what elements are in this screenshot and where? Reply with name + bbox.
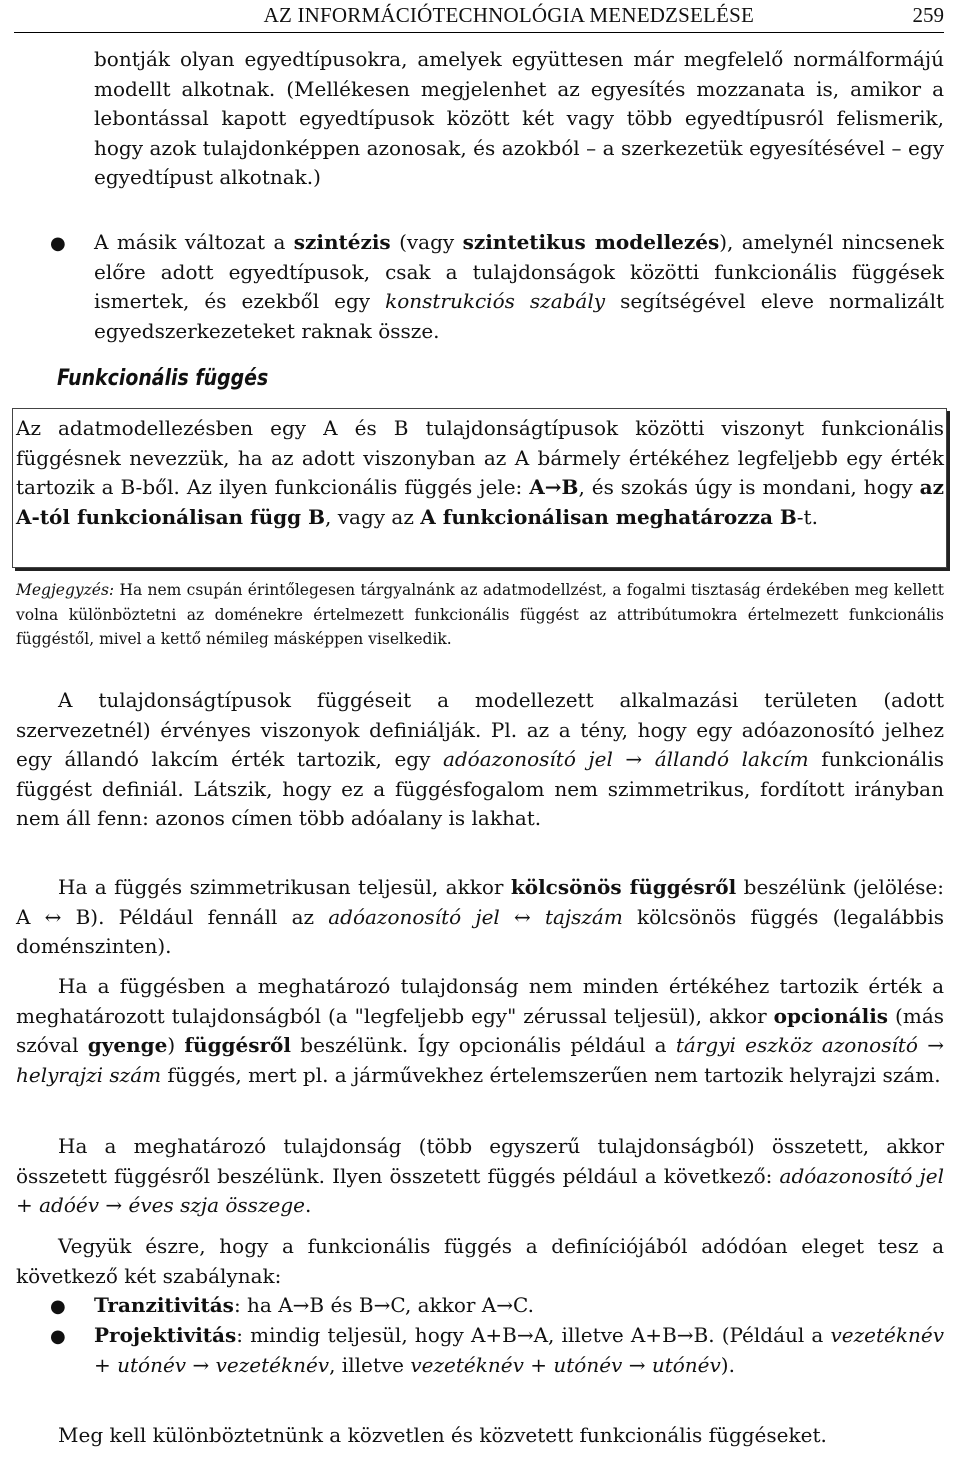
list-item-synthesis: A másik változat a szintézis (vagy szintetikus modellezés), amelynél nincsenek előre adott egyedtípusok, csak a tulajdonságok közötti funkcionális függések ismertek, és ezekből egy konstrukciós szabály segítségével eleve normalizált egyedszerkezeteket raknak össze. [94,230,944,343]
notation-a-to-b: A→B [529,475,579,499]
example-adoazonosito-tajszam: adóazonosító jel ↔ tajszám [328,904,623,929]
term-fuggesrol: függésről [184,1033,291,1057]
phrase-determines: A funkcionálisan meghatározza B [420,504,797,529]
example-adoazonosito: adóazonosító jel [779,1163,944,1188]
note-label: Megjegyzés: [16,581,115,599]
example-eszkoz-helyrajzi: tárgyi eszköz azonosító → helyrajzi szám [16,1033,944,1087]
example-adoazonosito-lakcim: adóazonosító jel → állandó lakcím [442,747,809,771]
definition-text: Az adatmodellezésben egy A és B tulajdonságtípusok közötti viszonyt funkcionális függésnek nevezzük, ha az adott viszonyban az A bármely értékéhez legfeljebb egy érték tartozik a B-ből. Az ilyen funkcionális függés jele: A→B, és szokás úgy is mondani, hogy az A-tól funkcionálisan függ B, vagy az A funkcionálisan meghatározza B-t. [16,416,944,529]
example-utonev-utonev: utónév → utónév [553,1352,721,1377]
term-opcionalis: opcionális [773,1003,889,1028]
example-vezeteknev: vezetéknév [830,1323,944,1347]
term-konstrukcios-szabaly: konstrukciós szabály [385,289,606,313]
running-header [14,2,944,33]
paragraph-direct-indirect: Meg kell különböztetnünk a közvetlen és közvetett funkcionális függéseket. [58,1423,827,1447]
list-item-continuation: bontják olyan egyedtípusokra, amelyek együttesen már megfelelő normálformájú modellt alkotnak. (Mellékesen megjelenhet az egyesítés mozzanata is, amikor a lebontással kapott egyedtípusok között két vagy több egyedtípusról felismerik, hogy azok tulajdonképpen azonosak, és azokból – a szerkezetük egyesítésével – egy egyedtípust alkotnak.) [94,47,944,189]
section-heading: Funkcionális függés [57,366,269,391]
paragraph-mutual-dependency: Ha a függés szimmetrikusan teljesül, akkor kölcsönös függésről beszélünk (jelölése: A ↔ B). Például fennáll az adóazonosító jel ↔ tajszám kölcsönös függés (legalábbis doménszinten). [16,875,944,958]
term-kolcsonos-fugges: kölcsönös függésről [510,875,737,899]
term-gyenge: gyenge [87,1033,168,1057]
phrase-depends: az A-tól funkcionálisan függ B [16,475,944,529]
note-paragraph: Megjegyzés: Ha nem csupán érintőlegesen tárgyalnánk az adatmodellzést, a fogalmi tisztaság érdekében meg kellett volna különböztetni az doménekre értelmezett funkcionális függést az attribútumokra értelmezett funkcionális függéstől, mivel a kettő némileg másképpen viselkedik. [16,581,944,648]
term-szintezis: szintézis [293,230,391,254]
bullet-marker: ● [50,1326,66,1347]
page-number: 259 [912,3,944,27]
term-szintetikus-modellezes: szintetikus modellezés [462,230,720,254]
example-adoev-szja: adóév → éves szja összege [39,1193,305,1217]
example-vezeteknev-2: vezetéknév [410,1352,524,1377]
rule-transitivity: Tranzitivitás: ha A→B és B→C, akkor A→C. [94,1293,534,1317]
paragraph-dependencies: A tulajdonságtípusok függéseit a modellezett alkalmazási területen (adott szervezetnél) érvényes viszonyok definiálják. Pl. az a tény, hogy egy adóazonosító jelhez egy állandó lakcím érték tartozik, egy adóazonosító jel → állandó lakcím funkcionális függést definiál. Látszik, hogy ez a függésfogalom nem szimmetrikus, fordított irányban nem áll fenn: azonos címen több adóalany is lakhat. [16,688,944,830]
paragraph-optional-dependency: Ha a függésben a meghatározó tulajdonság nem minden értékéhez tartozik érték a meghatározott tulajdonságból (a "legfeljebb egy" zérussal teljesül), akkor opcionális (más szóval gyenge) függésről beszélünk. Így opcionális például a tárgyi eszköz azonosító → helyrajzi szám függés, mert pl. a járművekhez értelemszerűen nem tartozik helyrajzi szám. [16,974,945,1087]
bullet-marker: ● [50,1296,66,1317]
paragraph-composite-dependency: Ha a meghatározó tulajdonság (több egyszerű tulajdonságból) összetett, akkor összetett függésről beszélünk. Ilyen összetett függés például a következő: adóazonosító jel + adóév → éves szja összege. [16,1134,944,1217]
bullet-marker: ● [50,233,66,254]
example-utonev-vezeteknev: utónév → vezetéknév [117,1352,330,1377]
term-projektivitas: Projektivitás [94,1323,237,1347]
term-tranzitivitas: Tranzitivitás [94,1293,234,1317]
paragraph-rules-intro: Vegyük észre, hogy a funkcionális függés a definíciójából adódóan eleget tesz a következő két szabálynak: [16,1234,944,1288]
header-title: AZ INFORMÁCIÓTECHNOLÓGIA MENEDZSELÉSE [263,3,754,27]
rule-projectivity: Projektivitás: mindig teljesül, hogy A+B→A, illetve A+B→B. (Például a vezetéknév + utónév → vezetéknév, illetve vezetéknév + utónév → utónév). [94,1323,944,1377]
